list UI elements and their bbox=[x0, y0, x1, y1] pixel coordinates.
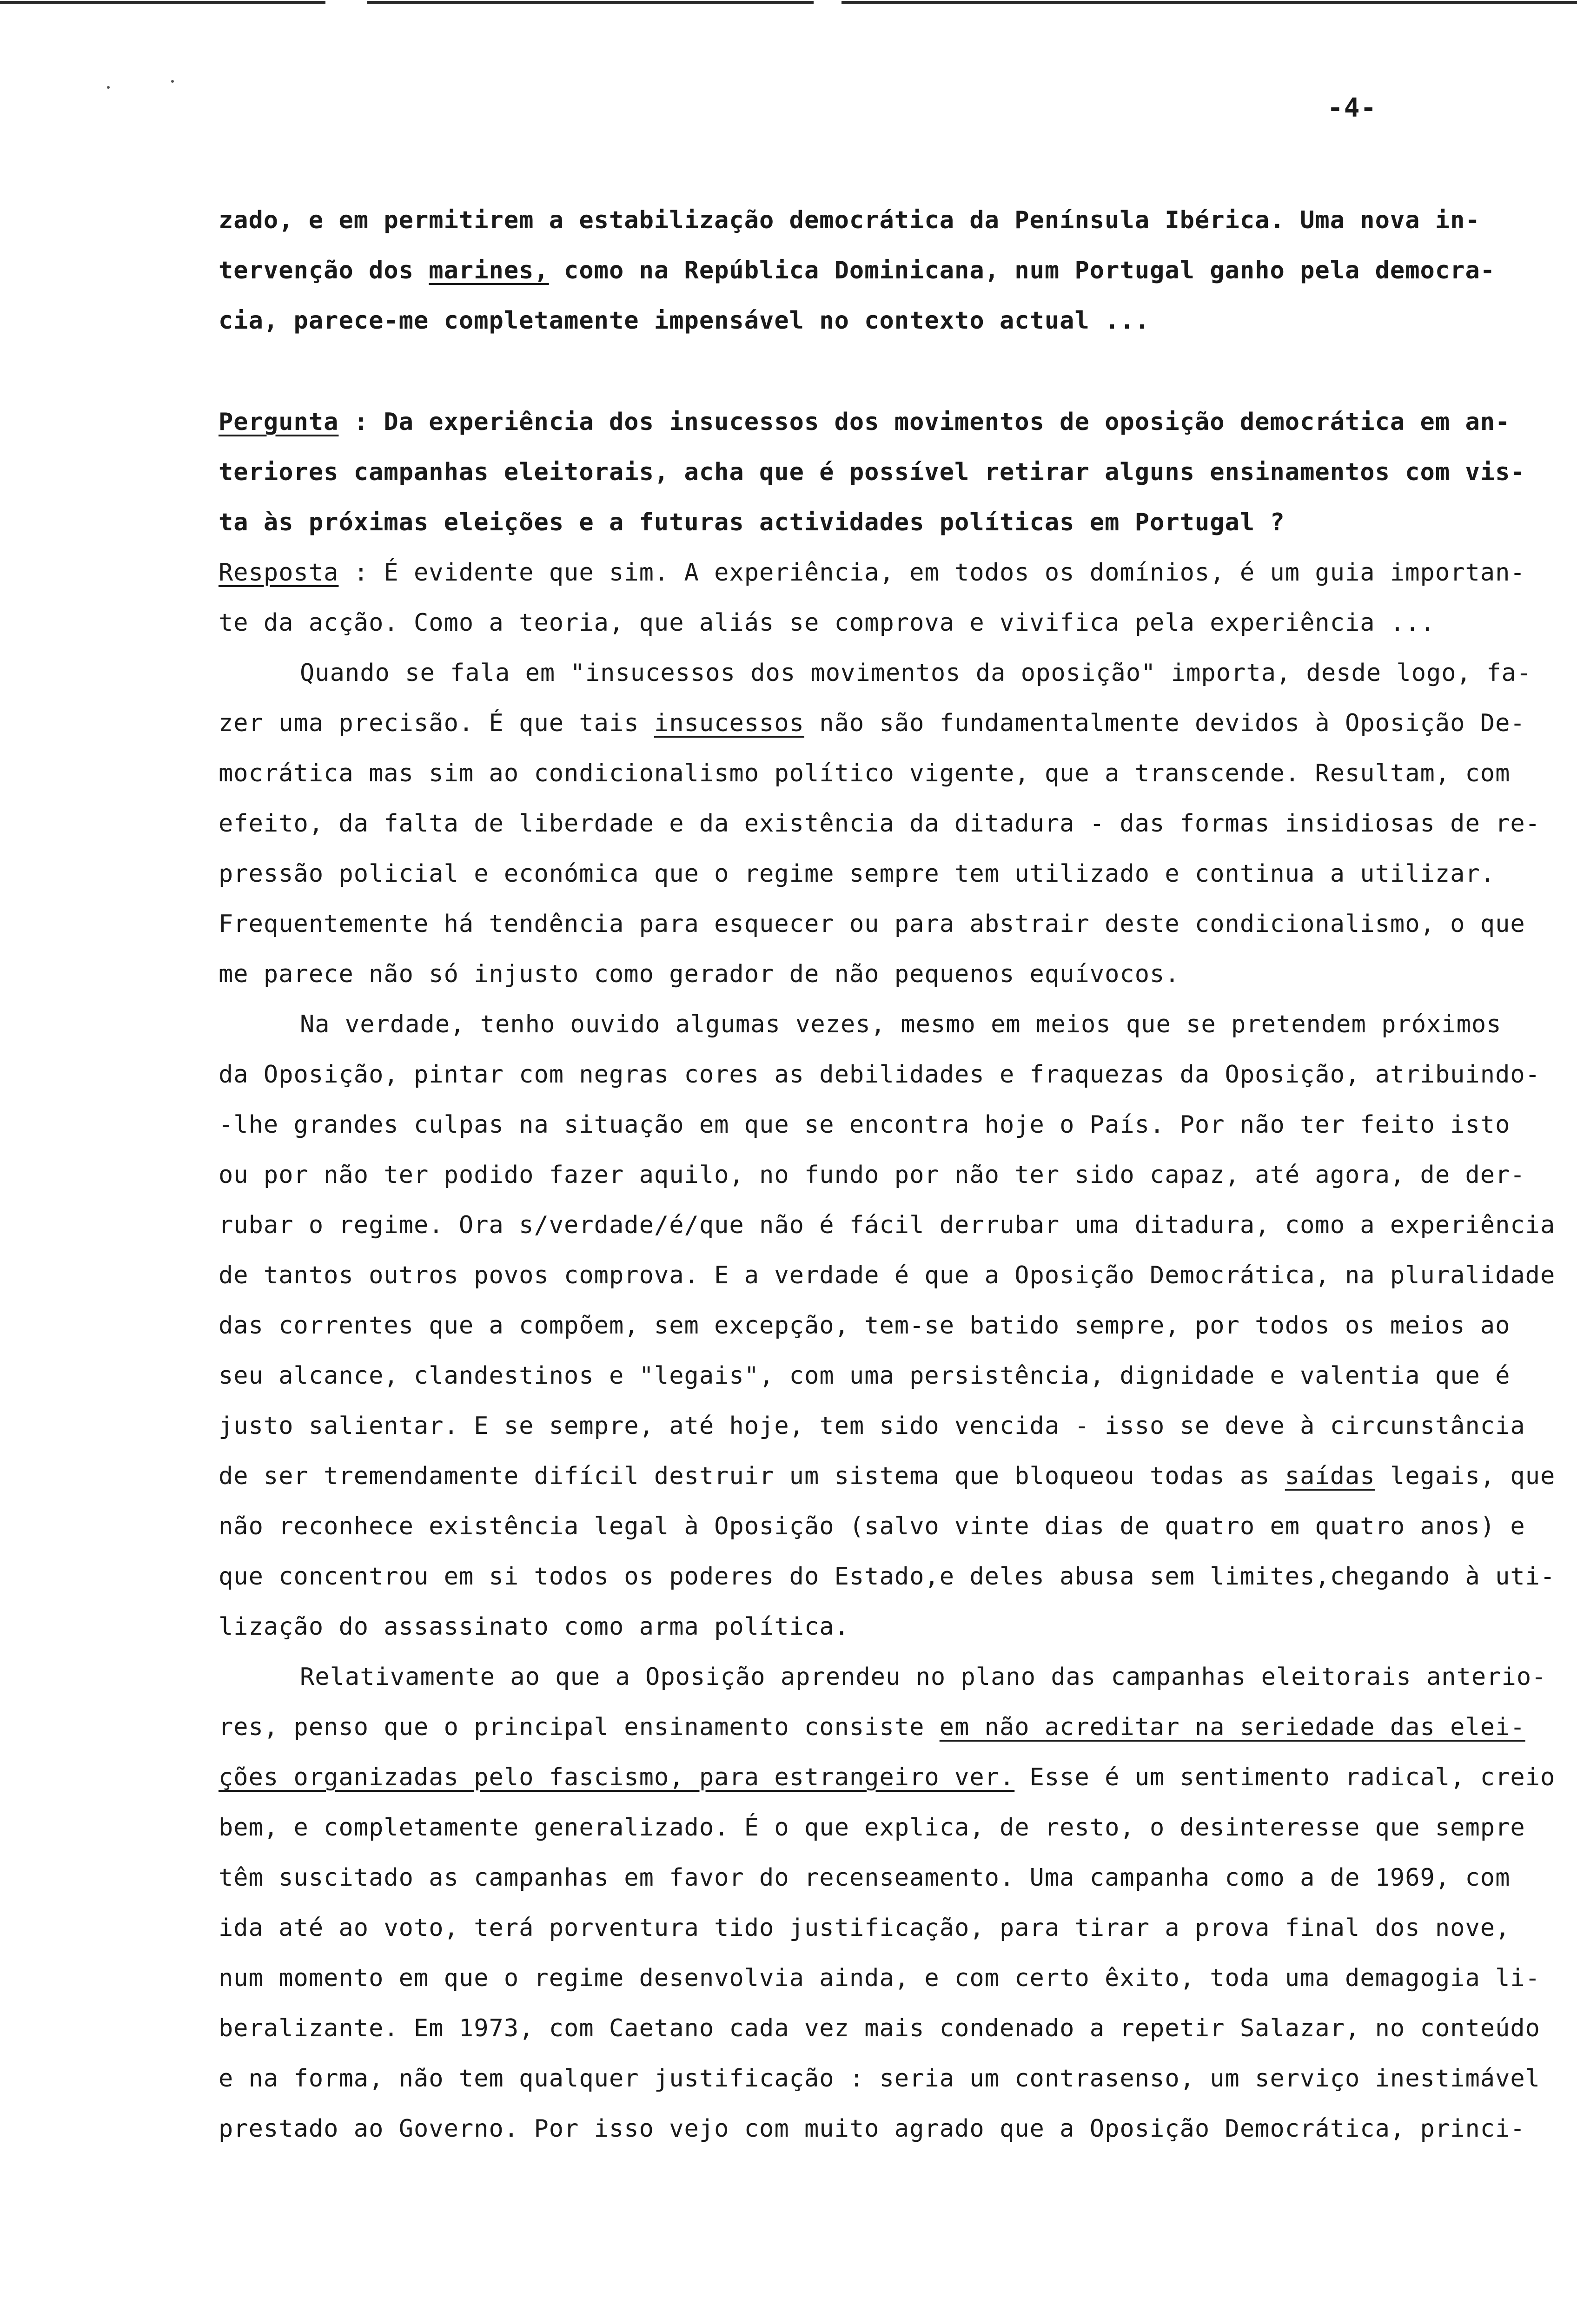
text-run: legais, que bbox=[1375, 1462, 1556, 1490]
text-line bbox=[219, 598, 1502, 648]
text-line bbox=[219, 1250, 1556, 1301]
text-line bbox=[219, 245, 1502, 296]
text-line bbox=[219, 447, 1525, 497]
paragraph-intro bbox=[219, 195, 1502, 346]
text-line bbox=[219, 1802, 1525, 1853]
scan-speck bbox=[107, 86, 110, 89]
text-run: me parece não só injusto como gerador de não pequenos equívocos. bbox=[219, 960, 1180, 988]
underlined-text: insucessos bbox=[654, 709, 804, 737]
text-run: e na forma, não tem qualquer justificação : seria um contrasenso, um serviço inestimável bbox=[219, 2065, 1540, 2093]
text-line bbox=[219, 1702, 1525, 1752]
paragraph-answer-body bbox=[219, 999, 1556, 1652]
text-run: da Oposição, pintar com negras cores as debilidades e fraquezas da Oposição, atribuindo- bbox=[219, 1061, 1540, 1089]
paragraph-answer bbox=[219, 548, 1525, 648]
text-run: num momento em que o regime desenvolvia ainda, e com certo êxito, toda uma demagogia li- bbox=[219, 1964, 1540, 1992]
text-run: não reconhece existência legal à Oposição (salvo vinte dias de quatro em quatro anos) e bbox=[219, 1512, 1525, 1540]
text-run: têm suscitado as campanhas em favor do recenseamento. Uma campanha como a de 1969, com bbox=[219, 1864, 1511, 1892]
text-run: teriores campanhas eleitorais, acha que é possível retirar alguns ensinamentos com vis- bbox=[219, 458, 1525, 486]
scan-speck bbox=[171, 80, 174, 83]
text-run: res, penso que o principal ensinamento consiste bbox=[219, 1713, 940, 1741]
text-run: seu alcance, clandestinos e "legais", com uma persistência, dignidade e valentia que é bbox=[219, 1362, 1511, 1390]
underlined-text: ções organizadas pelo fascismo, para estrangeiro ver. bbox=[219, 1763, 1015, 1791]
text-line bbox=[219, 2053, 1540, 2104]
text-line bbox=[219, 497, 1502, 548]
text-run: Esse é um sentimento radical, creio bbox=[1014, 1763, 1556, 1791]
text-line bbox=[219, 799, 1540, 849]
text-line bbox=[219, 2104, 1525, 2154]
text-run: não são fundamentalmente devidos à Oposição De- bbox=[804, 709, 1525, 737]
text-line bbox=[219, 1351, 1511, 1401]
text-line bbox=[219, 849, 1502, 899]
text-run: efeito, da falta de liberdade e da existência da ditadura - das formas insidiosas de re- bbox=[219, 810, 1540, 838]
text-run: ida até ao voto, terá porventura tido justificação, para tirar a prova final dos nove, bbox=[219, 1914, 1511, 1942]
text-run: justo salientar. E se sempre, até hoje, tem sido vencida - isso se deve à circunstância bbox=[219, 1412, 1525, 1440]
text-line bbox=[219, 1100, 1511, 1150]
text-line bbox=[219, 1200, 1556, 1250]
text-line bbox=[219, 1150, 1525, 1200]
text-run: : Da experiência dos insucessos dos movimentos de oposição democrática em an- bbox=[338, 408, 1511, 436]
text-run: bem, e completamente generalizado. É o que explica, de resto, o desinteresse que sempre bbox=[219, 1814, 1525, 1842]
text-run: te da acção. Como a teoria, que aliás se comprova e vivifica pela experiência ... bbox=[219, 609, 1435, 637]
paragraph-answer-body bbox=[219, 648, 1540, 999]
text-run: -lhe grandes culpas na situação em que se encontra hoje o País. Por não ter feito isto bbox=[219, 1111, 1511, 1139]
text-line bbox=[219, 1501, 1525, 1552]
underlined-text: Resposta bbox=[219, 559, 339, 587]
underlined-text: Pergunta bbox=[219, 408, 339, 436]
page-number: -4- bbox=[1327, 93, 1378, 123]
page-top-edge-rule bbox=[0, 0, 1577, 7]
text-run: cia, parece-me completamente impensável no contexto actual ... bbox=[219, 307, 1150, 335]
underlined-text: saídas bbox=[1285, 1462, 1375, 1490]
text-run: mocrática mas sim ao condicionalismo político vigente, que a transcende. Resultam, com bbox=[219, 759, 1511, 787]
text-run: Relativamente ao que a Oposição aprendeu no plano das campanhas eleitorais anterio- bbox=[300, 1663, 1547, 1691]
text-line bbox=[219, 748, 1511, 799]
text-line bbox=[219, 1451, 1556, 1501]
paragraph-answer-body bbox=[219, 1652, 1556, 2154]
text-line bbox=[219, 1853, 1511, 1903]
text-run: prestado ao Governo. Por isso vejo com muito agrado que a Oposição Democrática, princi- bbox=[219, 2115, 1525, 2143]
text-run: Frequentemente há tendência para esquecer ou para abstrair deste condicionalismo, o que bbox=[219, 910, 1525, 938]
text-line bbox=[219, 1652, 1547, 1702]
text-line bbox=[219, 2003, 1540, 2053]
text-run: de tantos outros povos comprova. E a verdade é que a Oposição Democrática, na pluralidade bbox=[219, 1261, 1556, 1289]
text-run: pressão policial e económica que o regime sempre tem utilizado e continua a utilizar. bbox=[219, 860, 1496, 888]
text-line bbox=[219, 397, 1511, 447]
text-run: ou por não ter podido fazer aquilo, no fundo por não ter sido capaz, até agora, de der- bbox=[219, 1161, 1525, 1189]
text-run: zado, e em permitirem a estabilização democrática da Península Ibérica. Uma nova in- bbox=[219, 206, 1480, 234]
text-run: tervenção dos bbox=[219, 257, 429, 284]
text-run: rubar o regime. Ora s/verdade/é/que não é fácil derrubar uma ditadura, como a experiência bbox=[219, 1211, 1556, 1239]
text-line bbox=[219, 1401, 1525, 1451]
text-line bbox=[219, 1953, 1540, 2003]
text-line bbox=[219, 698, 1525, 748]
text-run: ta às próximas eleições e a futuras actividades políticas em Portugal ? bbox=[219, 508, 1285, 536]
underlined-text: marines, bbox=[429, 257, 549, 284]
text-line bbox=[219, 999, 1502, 1050]
text-line bbox=[219, 899, 1525, 949]
text-run: como na República Dominicana, num Portugal ganho pela democra- bbox=[549, 257, 1496, 284]
underlined-text: em não acreditar na seriedade das elei- bbox=[939, 1713, 1525, 1741]
text-run: lização do assassinato como arma política. bbox=[219, 1613, 849, 1641]
paragraph-question bbox=[219, 397, 1525, 548]
text-line bbox=[219, 548, 1525, 598]
text-run: que concentrou em si todos os poderes do Estado,e deles abusa sem limites,chegando à uti- bbox=[219, 1563, 1556, 1591]
text-run: Quando se fala em "insucessos dos movimentos da oposição" importa, desde logo, fa- bbox=[300, 659, 1532, 687]
text-run: beralizante. Em 1973, com Caetano cada vez mais condenado a repetir Salazar, no conteúdo bbox=[219, 2014, 1540, 2042]
document-body bbox=[219, 195, 1556, 2154]
text-run: das correntes que a compõem, sem excepção, tem-se batido sempre, por todos os meios ao bbox=[219, 1312, 1511, 1340]
text-line bbox=[219, 949, 1502, 999]
text-line bbox=[219, 1903, 1511, 1953]
text-line bbox=[219, 1752, 1556, 1802]
text-line bbox=[219, 1050, 1540, 1100]
text-run: zer uma precisão. É que tais bbox=[219, 709, 654, 737]
text-run: de ser tremendamente difícil destruir um sistema que bloqueou todas as bbox=[219, 1462, 1285, 1490]
text-run: Na verdade, tenho ouvido algumas vezes, mesmo em meios que se pretendem próximos bbox=[300, 1010, 1502, 1038]
text-line bbox=[219, 1552, 1556, 1602]
text-line bbox=[219, 1602, 1502, 1652]
text-line bbox=[219, 296, 1502, 346]
text-run: : É evidente que sim. A experiência, em todos os domínios, é um guia importan- bbox=[338, 559, 1525, 587]
text-line bbox=[219, 1301, 1511, 1351]
text-line bbox=[219, 195, 1502, 245]
text-line bbox=[219, 648, 1532, 698]
